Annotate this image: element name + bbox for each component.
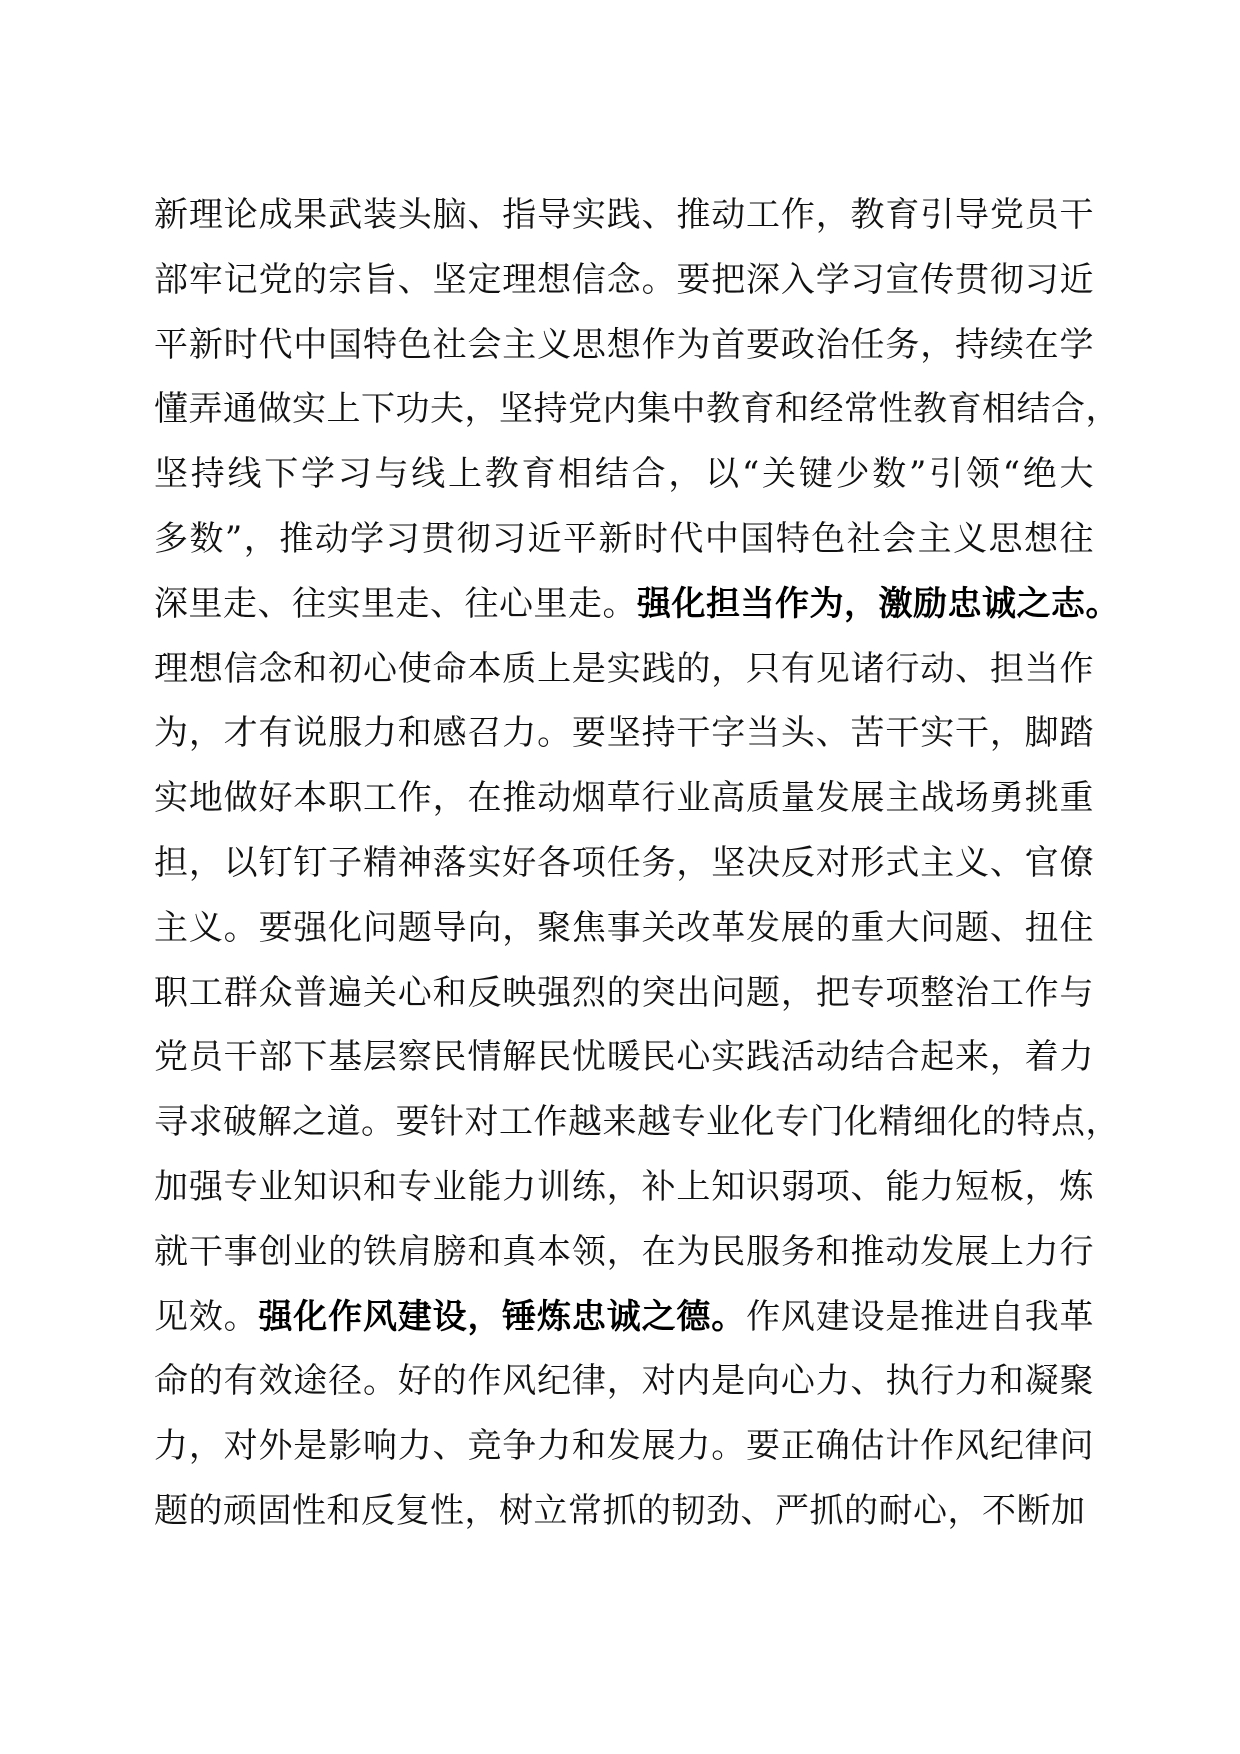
- body-text: 新理论成果武装头脑、指导实践、推动工作，教育引导党员干: [154, 195, 1094, 235]
- body-text: 题的顽固性和反复性，树立常抓的韧劲、严抓的耐心，不断加: [154, 1490, 1086, 1531]
- body-text: 平新时代中国特色社会主义思想作为首要政治任务，持续在学: [154, 324, 1094, 365]
- body-text: 加强专业知识和专业能力训练，补上知识弱项、能力短板，炼: [154, 1166, 1094, 1207]
- body-text: 命的有效途径。好的作风纪律，对内是向心力、执行力和凝聚: [154, 1361, 1094, 1402]
- body-paragraph: [154, 183, 1120, 1544]
- body-text: 为，才有说服力和感召力。要坚持干字当头、苦干实干，脚踏: [154, 713, 1094, 754]
- text-line: [154, 572, 1120, 637]
- body-text: 党员干部下基层察民情解民忧暖民心实践活动结合起来，着力: [154, 1037, 1094, 1078]
- text-line: [154, 1025, 1094, 1090]
- text-line: [154, 831, 1094, 896]
- body-text: 坚持线下学习与线上教育相结合，以“关键少数”引领“绝大: [154, 454, 1094, 495]
- body-text: 作风建设是推进自我革: [746, 1296, 1095, 1337]
- text-line: [154, 1155, 1094, 1220]
- text-line: [154, 183, 1094, 248]
- text-line: [154, 442, 1094, 507]
- bold-heading-text: 强化作风建设，锤炼忠诚之德。: [258, 1296, 747, 1337]
- body-text: 就干事创业的铁肩膀和真本领，在为民服务和推动发展上力行: [154, 1231, 1094, 1272]
- body-text: 懂弄通做实上下功夫，坚持党内集中教育和经常性教育相结合，: [154, 389, 1120, 430]
- text-line: [154, 1349, 1094, 1414]
- body-text: 部牢记党的宗旨、坚定理想信念。要把深入学习宣传贯彻习近: [154, 259, 1094, 300]
- body-text: 力，对外是影响力、竞争力和发展力。要正确估计作风纪律问: [154, 1426, 1094, 1467]
- text-line: [154, 961, 1094, 1026]
- body-text: 多数”，推动学习贯彻习近平新时代中国特色社会主义思想往: [154, 518, 1094, 559]
- text-line: [154, 766, 1094, 831]
- text-line: [154, 701, 1094, 766]
- text-line: [154, 1090, 1120, 1155]
- text-line: [154, 377, 1120, 442]
- body-text: 职工群众普遍关心和反映强烈的突出问题，把专项整治工作与: [154, 972, 1094, 1013]
- body-text: 见效。: [154, 1296, 259, 1337]
- text-line: [154, 896, 1094, 961]
- bold-heading-text: 强化担当作为，激励忠诚之志。: [637, 583, 1120, 624]
- body-text: 主义。要强化问题导向，聚焦事关改革发展的重大问题、扭住: [154, 907, 1094, 948]
- text-line: [154, 313, 1094, 378]
- text-line: [154, 1479, 1094, 1544]
- text-line: [154, 1414, 1094, 1479]
- body-text: 实地做好本职工作，在推动烟草行业高质量发展主战场勇挑重: [154, 778, 1094, 819]
- text-line: [154, 507, 1094, 572]
- text-line: [154, 637, 1094, 702]
- body-text: 寻求破解之道。要针对工作越来越专业化专门化精细化的特点，: [154, 1102, 1120, 1143]
- text-line: [154, 1220, 1094, 1285]
- body-text: 深里走、往实里走、往心里走。: [154, 583, 637, 624]
- body-text: 理想信念和初心使命本质上是实践的，只有见诸行动、担当作: [154, 648, 1094, 689]
- text-line: [154, 248, 1094, 313]
- body-text: 担，以钉钉子精神落实好各项任务，坚决反对形式主义、官僚: [154, 842, 1094, 883]
- text-line: [154, 1285, 1094, 1350]
